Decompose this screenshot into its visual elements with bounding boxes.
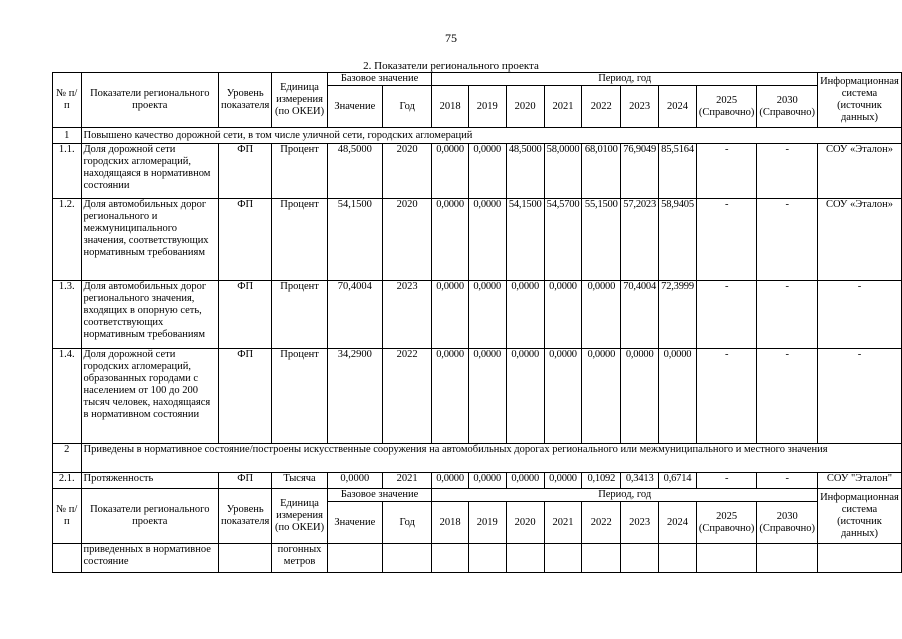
year-value-cell: 0,0000 xyxy=(506,349,544,444)
info-system-cell: - xyxy=(817,349,901,444)
section-row xyxy=(53,444,902,473)
level-cell: ФП xyxy=(219,281,272,349)
base-year-subheader: Год xyxy=(382,502,432,544)
table-caption: 2. Показатели регионального проекта xyxy=(363,60,539,72)
year-value-cell: 0,0000 xyxy=(506,473,544,489)
indicator-name: Доля автомобильных дорог регионального и межмуниципального значения, соответствующих нормативным требованиям xyxy=(81,199,219,281)
year-header: 2022 xyxy=(582,502,621,544)
base-year-cell: 2020 xyxy=(382,199,432,281)
year-value-cell: - xyxy=(757,473,818,489)
year-header: 2019 xyxy=(468,502,506,544)
year-value-cell: - xyxy=(757,199,818,281)
base-value-cell: 34,2900 xyxy=(327,349,382,444)
empty-cell xyxy=(544,544,582,573)
year-header: 2030 (Справочно) xyxy=(757,86,818,128)
year-value-cell: 48,5000 xyxy=(506,144,544,199)
year-value-cell: 0,0000 xyxy=(544,281,582,349)
base-year-cell: 2021 xyxy=(382,473,432,489)
year-value-cell: - xyxy=(757,144,818,199)
year-value-cell: 0,0000 xyxy=(432,473,468,489)
table-row xyxy=(53,144,902,199)
year-value-cell: - xyxy=(696,144,757,199)
year-value-cell: - xyxy=(757,281,818,349)
year-value-cell: 0,0000 xyxy=(544,349,582,444)
level-cell: ФП xyxy=(219,349,272,444)
base-value-cell: 48,5000 xyxy=(327,144,382,199)
base-value-subheader: Значение xyxy=(327,86,382,128)
section-title: Повышено качество дорожной сети, в том числе уличной сети, городских агломераций xyxy=(81,128,901,144)
row-num: 1.2. xyxy=(53,199,82,281)
year-header: 2018 xyxy=(432,86,468,128)
base-year-subheader: Год xyxy=(382,86,432,128)
year-header: 2022 xyxy=(582,86,621,128)
row-num: 1.3. xyxy=(53,281,82,349)
year-value-cell: - xyxy=(696,473,757,489)
empty-cell xyxy=(506,544,544,573)
indicator-name: Доля дорожной сети городских агломераций, находящаяся в нормативном состоянии xyxy=(81,144,219,199)
year-value-cell: 0,1092 xyxy=(582,473,621,489)
col-unit-header: Единица измерения (по ОКЕИ) xyxy=(272,489,327,544)
base-value-cell: 54,1500 xyxy=(327,199,382,281)
year-value-cell: 0,0000 xyxy=(432,199,468,281)
empty-cell xyxy=(432,544,468,573)
year-value-cell: 0,6714 xyxy=(659,473,697,489)
year-value-cell: 57,2023 xyxy=(621,199,659,281)
year-value-cell: 0,0000 xyxy=(468,281,506,349)
unit-cell: Процент xyxy=(272,199,327,281)
period-header: Период, год xyxy=(432,489,818,502)
level-cell: ФП xyxy=(219,199,272,281)
year-value-cell: 0,0000 xyxy=(582,281,621,349)
year-value-cell: 0,0000 xyxy=(468,199,506,281)
info-system-header: Информационная система (источник данных) xyxy=(817,489,901,544)
year-value-cell: 54,5700 xyxy=(544,199,582,281)
year-value-cell: 0,0000 xyxy=(582,349,621,444)
col-num-header: № п/п xyxy=(53,73,82,128)
year-header: 2020 xyxy=(506,502,544,544)
level-cell: ФП xyxy=(219,473,272,489)
year-value-cell: - xyxy=(696,199,757,281)
year-value-cell: 72,3999 xyxy=(659,281,697,349)
year-value-cell: 0,0000 xyxy=(621,349,659,444)
year-header: 2020 xyxy=(506,86,544,128)
unit-continued: погонных метров xyxy=(272,544,327,573)
year-header: 2025 (Справочно) xyxy=(696,502,757,544)
year-value-cell: 85,5164 xyxy=(659,144,697,199)
year-value-cell: 58,0000 xyxy=(544,144,582,199)
row-num: 1.1. xyxy=(53,144,82,199)
continuation-row xyxy=(53,544,902,573)
unit-cell: Процент xyxy=(272,281,327,349)
year-value-cell: 70,4004 xyxy=(621,281,659,349)
info-system-header: Информационная система (источник данных) xyxy=(817,73,901,128)
indicator-name: Доля автомобильных дорог регионального значения, входящих в опорную сеть, соответствующих нормативным требованиям xyxy=(81,281,219,349)
year-value-cell: - xyxy=(696,349,757,444)
col-indicator-header: Показатели регионального проекта xyxy=(81,489,219,544)
year-value-cell: 0,0000 xyxy=(432,144,468,199)
indicator-name-continued: приведенных в нормативное состояние xyxy=(81,544,219,573)
empty-cell xyxy=(219,544,272,573)
col-indicator-header: Показатели регионального проекта xyxy=(81,73,219,128)
year-value-cell: 0,0000 xyxy=(432,349,468,444)
unit-cell: Тысяча xyxy=(272,473,327,489)
year-value-cell: 54,1500 xyxy=(506,199,544,281)
empty-cell xyxy=(621,544,659,573)
table-row xyxy=(53,281,902,349)
info-system-cell: СОУ «Эталон» xyxy=(817,199,901,281)
col-level-header: Уровень показателя xyxy=(219,489,272,544)
empty-cell xyxy=(382,544,432,573)
empty-cell xyxy=(757,544,818,573)
period-header: Период, год xyxy=(432,73,818,86)
page-number: 75 xyxy=(445,31,457,45)
section-num: 1 xyxy=(53,128,82,144)
year-header: 2023 xyxy=(621,502,659,544)
indicator-name: Доля дорожной сети городских агломераций, образованных городами с населением от 100 до 200 тысяч человек, находящаяся в нормативном состоянии xyxy=(81,349,219,444)
base-value-cell: 70,4004 xyxy=(327,281,382,349)
year-value-cell: 0,0000 xyxy=(432,281,468,349)
base-value-header: Базовое значение xyxy=(327,73,432,86)
year-header: 2021 xyxy=(544,502,582,544)
year-value-cell: 0,0000 xyxy=(468,473,506,489)
base-value-cell: 0,0000 xyxy=(327,473,382,489)
year-value-cell: 55,1500 xyxy=(582,199,621,281)
section-num: 2 xyxy=(53,444,82,473)
empty-cell xyxy=(659,544,697,573)
col-num-header: № п/п xyxy=(53,489,82,544)
unit-cell: Процент xyxy=(272,144,327,199)
year-value-cell: 0,0000 xyxy=(468,144,506,199)
section-row xyxy=(53,128,902,144)
base-year-cell: 2023 xyxy=(382,281,432,349)
header-row-repeat xyxy=(53,489,902,502)
year-header: 2021 xyxy=(544,86,582,128)
empty-cell xyxy=(468,544,506,573)
level-cell: ФП xyxy=(219,144,272,199)
table-row xyxy=(53,199,902,281)
unit-cell: Процент xyxy=(272,349,327,444)
empty-cell xyxy=(582,544,621,573)
year-value-cell: - xyxy=(757,349,818,444)
year-value-cell: 0,0000 xyxy=(468,349,506,444)
base-value-header: Базовое значение xyxy=(327,489,432,502)
row-num: 1.4. xyxy=(53,349,82,444)
year-header: 2024 xyxy=(659,86,697,128)
empty-cell xyxy=(817,544,901,573)
year-header: 2019 xyxy=(468,86,506,128)
year-value-cell: 0,3413 xyxy=(621,473,659,489)
year-value-cell: 58,9405 xyxy=(659,199,697,281)
info-system-cell: СОУ «Эталон» xyxy=(817,144,901,199)
year-value-cell: - xyxy=(696,281,757,349)
table-row xyxy=(53,349,902,444)
table-row xyxy=(53,473,902,489)
row-num: 2.1. xyxy=(53,473,82,489)
year-header: 2018 xyxy=(432,502,468,544)
col-unit-header: Единица измерения (по ОКЕИ) xyxy=(272,73,327,128)
year-value-cell: 68,0100 xyxy=(582,144,621,199)
empty-cell xyxy=(53,544,82,573)
year-value-cell: 0,0000 xyxy=(506,281,544,349)
year-header: 2024 xyxy=(659,502,697,544)
year-value-cell: 76,9049 xyxy=(621,144,659,199)
empty-cell xyxy=(696,544,757,573)
indicator-name: Протяженность xyxy=(81,473,219,489)
base-year-cell: 2022 xyxy=(382,349,432,444)
header-row xyxy=(53,73,902,86)
info-system-cell: СОУ "Эталон" xyxy=(817,473,901,489)
indicators-table xyxy=(52,72,902,573)
col-level-header: Уровень показателя xyxy=(219,73,272,128)
info-system-cell: - xyxy=(817,281,901,349)
base-value-subheader: Значение xyxy=(327,502,382,544)
base-year-cell: 2020 xyxy=(382,144,432,199)
year-header: 2023 xyxy=(621,86,659,128)
year-header: 2025 (Справочно) xyxy=(696,86,757,128)
year-value-cell: 0,0000 xyxy=(544,473,582,489)
section-title: Приведены в нормативное состояние/построены искусственные сооружения на автомобильных дорогах регионального или межмуниципального и местного значения xyxy=(81,444,901,473)
year-value-cell: 0,0000 xyxy=(659,349,697,444)
year-header: 2030 (Справочно) xyxy=(757,502,818,544)
empty-cell xyxy=(327,544,382,573)
